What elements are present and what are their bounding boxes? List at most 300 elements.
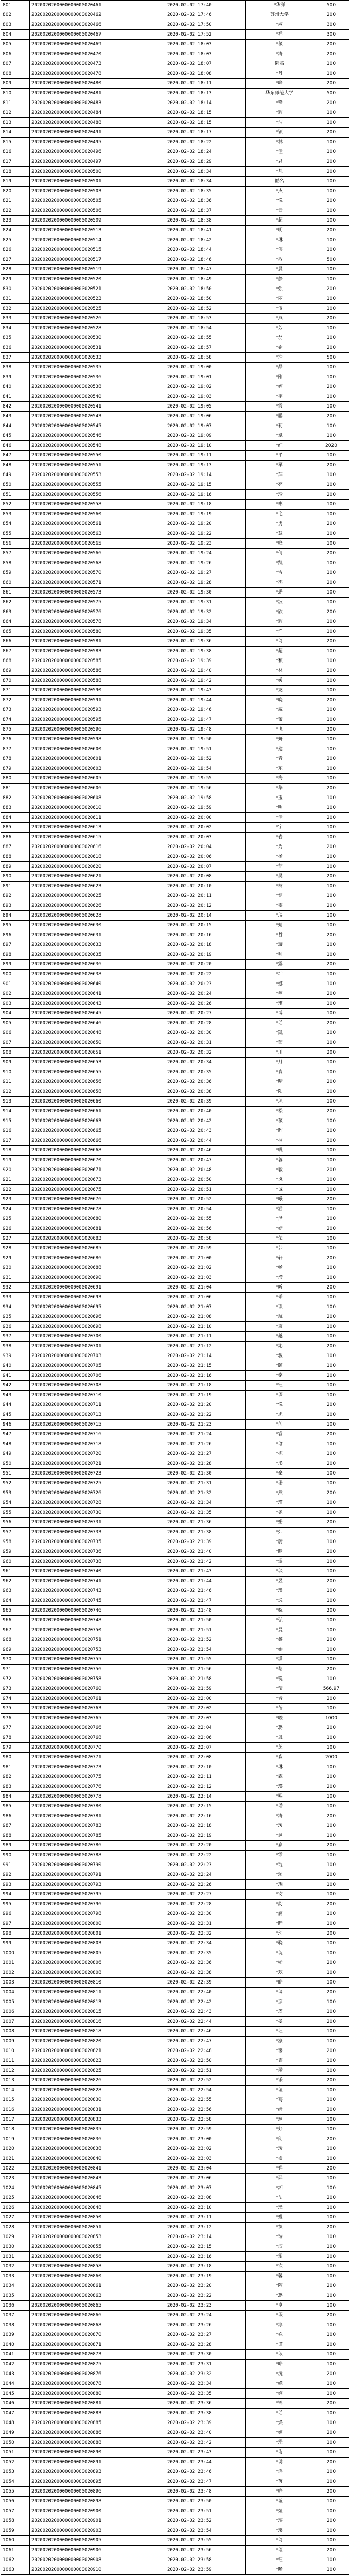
row-number-cell: 907 — [1, 1038, 30, 1048]
donation-time-cell: 2020-02-02 20:38 — [165, 1087, 246, 1097]
order-number-cell: 2020020200000000000020890 — [30, 2448, 165, 2458]
donor-name-cell: *龙 — [246, 686, 313, 696]
table-row — [1, 363, 349, 372]
donor-name-cell: *滨 — [246, 2242, 313, 2252]
amount-cell: 100 — [313, 1733, 349, 1743]
amount-cell: 100 — [313, 705, 349, 715]
table-row — [1, 1997, 349, 2007]
donor-name-cell: *刚 — [246, 372, 313, 382]
donor-name-cell: *旭 — [246, 1410, 313, 1420]
donation-time-cell: 2020-02-02 21:46 — [165, 1586, 246, 1596]
row-number-cell: 935 — [1, 1312, 30, 1322]
donor-name-cell: *鹏 — [246, 412, 313, 421]
order-number-cell: 2020020200000000000020461 — [30, 1, 165, 10]
donation-time-cell: 2020-02-02 21:58 — [165, 1674, 246, 1684]
amount-cell: 100 — [313, 1743, 349, 1753]
table-row — [1, 568, 349, 578]
donation-time-cell: 2020-02-02 18:34 — [165, 177, 246, 187]
table-row — [1, 940, 349, 950]
donation-time-cell: 2020-02-02 22:19 — [165, 1831, 246, 1841]
donor-name-cell: *杨 — [246, 852, 313, 862]
donation-time-cell: 2020-02-02 18:29 — [165, 157, 246, 167]
amount-cell: 100 — [313, 764, 349, 774]
donation-time-cell: 2020-02-02 21:20 — [165, 1400, 246, 1410]
table-row — [1, 558, 349, 568]
donation-time-cell: 2020-02-02 20:34 — [165, 1058, 246, 1067]
row-number-cell: 891 — [1, 882, 30, 891]
amount-cell: 100 — [313, 1948, 349, 1958]
amount-cell: 100 — [313, 1469, 349, 1479]
donor-name-cell: *苒 — [246, 2477, 313, 2487]
donation-time-cell: 2020-02-02 22:26 — [165, 1880, 246, 1890]
amount-cell: 100 — [313, 118, 349, 128]
row-number-cell: 985 — [1, 1802, 30, 1811]
table-row — [1, 2330, 349, 2340]
donor-name-cell: *峰 — [246, 539, 313, 549]
donor-name-cell: *洋 — [246, 627, 313, 637]
donation-time-cell: 2020-02-02 21:56 — [165, 1665, 246, 1674]
amount-cell: 100 — [313, 529, 349, 539]
order-number-cell: 2020020200000000000020526 — [30, 314, 165, 324]
order-number-cell: 2020020200000000000020536 — [30, 372, 165, 382]
order-number-cell: 2020020200000000000020881 — [30, 2399, 165, 2409]
order-number-cell: 2020020200000000000020626 — [30, 901, 165, 911]
donor-name-cell: *佳 — [246, 813, 313, 823]
donation-time-cell: 2020-02-02 18:50 — [165, 284, 246, 294]
donation-time-cell: 2020-02-02 21:11 — [165, 1332, 246, 1342]
amount-cell: 1000 — [313, 1714, 349, 1723]
table-row — [1, 2242, 349, 2252]
donor-name-cell: *琼 — [246, 1097, 313, 1107]
row-number-cell: 977 — [1, 1723, 30, 1733]
amount-cell: 100 — [313, 245, 349, 255]
amount-cell: 200 — [313, 666, 349, 676]
row-number-cell: 1057 — [1, 2506, 30, 2516]
order-number-cell: 2020020200000000000020910 — [30, 2565, 165, 2575]
row-number-cell: 994 — [1, 1890, 30, 1900]
order-number-cell: 2020020200000000000020761 — [30, 1694, 165, 1704]
amount-cell: 100 — [313, 1567, 349, 1577]
donor-name-cell: *峻 — [246, 1714, 313, 1723]
order-number-cell: 2020020200000000000020658 — [30, 1087, 165, 1097]
donation-time-cell: 2020-02-02 22:00 — [165, 1694, 246, 1704]
table-row — [1, 2174, 349, 2183]
table-row — [1, 823, 349, 833]
table-row — [1, 930, 349, 940]
row-number-cell: 819 — [1, 177, 30, 187]
amount-cell: 100 — [313, 891, 349, 901]
donation-time-cell: 2020-02-02 19:44 — [165, 696, 246, 705]
donation-time-cell: 2020-02-02 20:46 — [165, 1146, 246, 1156]
donation-time-cell: 2020-02-02 21:50 — [165, 1616, 246, 1625]
donor-name-cell: *东 — [246, 764, 313, 774]
row-number-cell: 823 — [1, 216, 30, 226]
donation-time-cell: 2020-02-02 19:38 — [165, 647, 246, 656]
amount-cell: 200 — [313, 1165, 349, 1175]
order-number-cell: 2020020200000000000020491 — [30, 128, 165, 138]
amount-cell: 200 — [313, 1606, 349, 1616]
donor-name-cell: *晓 — [246, 696, 313, 705]
order-number-cell: 2020020200000000000020871 — [30, 2340, 165, 2350]
amount-cell: 100 — [313, 275, 349, 284]
row-number-cell: 886 — [1, 833, 30, 842]
donation-time-cell: 2020-02-02 17:50 — [165, 20, 246, 30]
order-number-cell: 2020020200000000000020545 — [30, 421, 165, 431]
table-row — [1, 1214, 349, 1224]
row-number-cell: 813 — [1, 118, 30, 128]
donor-name-cell: *姝 — [246, 2330, 313, 2340]
donation-time-cell: 2020-02-02 18:47 — [165, 265, 246, 275]
table-row — [1, 2438, 349, 2448]
donation-time-cell: 2020-02-02 18:07 — [165, 59, 246, 69]
amount-cell: 200 — [313, 196, 349, 206]
table-row — [1, 1038, 349, 1048]
amount-cell: 100 — [313, 1978, 349, 1988]
order-number-cell: 2020020200000000000020740 — [30, 1567, 165, 1577]
order-number-cell: 2020020200000000000020716 — [30, 1430, 165, 1439]
table-row — [1, 2203, 349, 2213]
donation-time-cell: 2020-02-02 23:56 — [165, 2546, 246, 2555]
row-number-cell: 838 — [1, 363, 30, 372]
row-number-cell: 803 — [1, 20, 30, 30]
table-row — [1, 1420, 349, 1430]
table-row — [1, 1851, 349, 1860]
row-number-cell: 913 — [1, 1097, 30, 1107]
order-number-cell: 2020020200000000000020598 — [30, 735, 165, 744]
amount-cell: 100 — [313, 1293, 349, 1302]
table-row — [1, 1714, 349, 1723]
row-number-cell: 1021 — [1, 2154, 30, 2164]
table-row — [1, 1234, 349, 1244]
donation-time-cell: 2020-02-02 21:34 — [165, 1498, 246, 1508]
row-number-cell: 1052 — [1, 2458, 30, 2467]
table-row — [1, 1439, 349, 1449]
donation-time-cell: 2020-02-02 21:14 — [165, 1351, 246, 1361]
amount-cell: 200 — [313, 79, 349, 89]
donation-time-cell: 2020-02-02 18:24 — [165, 147, 246, 157]
order-number-cell: 2020020200000000000020771 — [30, 1753, 165, 1762]
donor-name-cell: *沅 — [246, 2369, 313, 2379]
amount-cell: 100 — [313, 147, 349, 157]
donor-name-cell: *韬 — [246, 1293, 313, 1302]
donation-time-cell: 2020-02-02 20:14 — [165, 911, 246, 921]
row-number-cell: 889 — [1, 862, 30, 872]
amount-cell: 100 — [313, 1997, 349, 2007]
table-row — [1, 647, 349, 656]
row-number-cell: 818 — [1, 167, 30, 177]
table-row — [1, 1645, 349, 1655]
amount-cell: 100 — [313, 1361, 349, 1371]
order-number-cell: 2020020200000000000020581 — [30, 637, 165, 647]
donor-name-cell: *琨 — [246, 1860, 313, 1870]
donation-time-cell: 2020-02-02 20:52 — [165, 1195, 246, 1205]
order-number-cell: 2020020200000000000020773 — [30, 1762, 165, 1772]
row-number-cell: 881 — [1, 784, 30, 793]
row-number-cell: 898 — [1, 950, 30, 960]
table-row — [1, 1958, 349, 1968]
amount-cell: 100 — [313, 1097, 349, 1107]
donor-name-cell: *宇 — [246, 392, 313, 402]
order-number-cell: 2020020200000000000020691 — [30, 1283, 165, 1293]
donor-name-cell: *燕 — [246, 314, 313, 324]
table-row — [1, 1625, 349, 1635]
amount-cell: 200 — [313, 412, 349, 421]
order-number-cell: 2020020200000000000020663 — [30, 1116, 165, 1126]
donor-name-cell: *岚 — [246, 1175, 313, 1185]
table-row — [1, 1909, 349, 1919]
order-number-cell: 2020020200000000000020741 — [30, 1577, 165, 1586]
amount-cell: 100 — [313, 2066, 349, 2076]
row-number-cell: 817 — [1, 157, 30, 167]
order-number-cell: 2020020200000000000020473 — [30, 59, 165, 69]
row-number-cell: 867 — [1, 647, 30, 656]
amount-cell: 100 — [313, 402, 349, 412]
donor-name-cell: *波 — [246, 598, 313, 607]
order-number-cell: 2020020200000000000020620 — [30, 862, 165, 872]
donation-time-cell: 2020-02-02 19:05 — [165, 402, 246, 412]
donor-name-cell: *强 — [246, 284, 313, 294]
table-row — [1, 1655, 349, 1665]
order-number-cell: 2020020200000000000020760 — [30, 1684, 165, 1694]
amount-cell: 100 — [313, 979, 349, 989]
donation-time-cell: 2020-02-02 22:28 — [165, 1900, 246, 1909]
row-number-cell: 900 — [1, 970, 30, 979]
donor-name-cell: *祥 — [246, 30, 313, 40]
order-number-cell: 2020020200000000000020615 — [30, 833, 165, 842]
donor-name-cell: *琅 — [246, 2350, 313, 2360]
row-number-cell: 1030 — [1, 2242, 30, 2252]
donation-time-cell: 2020-02-02 21:55 — [165, 1655, 246, 1665]
table-row — [1, 1293, 349, 1302]
donation-time-cell: 2020-02-02 23:46 — [165, 2467, 246, 2477]
donor-name-cell: *瑢 — [246, 2516, 313, 2526]
row-number-cell: 873 — [1, 705, 30, 715]
amount-cell: 100 — [313, 2418, 349, 2428]
row-number-cell: 1060 — [1, 2536, 30, 2546]
table-row — [1, 598, 349, 607]
table-row — [1, 960, 349, 970]
donor-name-cell: *越 — [246, 1332, 313, 1342]
table-row — [1, 1948, 349, 1958]
order-number-cell: 2020020200000000000020830 — [30, 2095, 165, 2105]
donation-time-cell: 2020-02-02 23:47 — [165, 2477, 246, 2487]
amount-cell: 200 — [313, 1547, 349, 1557]
row-number-cell: 959 — [1, 1547, 30, 1557]
donation-time-cell: 2020-02-02 22:51 — [165, 2066, 246, 2076]
row-number-cell: 939 — [1, 1351, 30, 1361]
amount-cell: 100 — [313, 2232, 349, 2242]
amount-cell: 200 — [313, 2164, 349, 2174]
amount-cell: 100 — [313, 2497, 349, 2506]
donation-time-cell: 2020-02-02 20:50 — [165, 1175, 246, 1185]
donor-name-cell: *颂 — [246, 1870, 313, 1880]
donor-name-cell: *珏 — [246, 2027, 313, 2037]
donor-name-cell: *谨 — [246, 2340, 313, 2350]
amount-cell: 100 — [313, 2360, 349, 2369]
donation-time-cell: 2020-02-02 22:23 — [165, 1860, 246, 1870]
donor-name-cell: 匿名 — [246, 177, 313, 187]
table-row — [1, 1067, 349, 1077]
order-number-cell: 2020020200000000000020618 — [30, 852, 165, 862]
donor-name-cell: *蕾 — [246, 715, 313, 725]
order-number-cell: 2020020200000000000020703 — [30, 1351, 165, 1361]
table-row — [1, 1919, 349, 1929]
amount-cell: 100 — [313, 1674, 349, 1684]
amount-cell: 100 — [313, 2379, 349, 2389]
order-number-cell: 2020020200000000000020763 — [30, 1704, 165, 1714]
table-row — [1, 79, 349, 89]
table-row — [1, 500, 349, 510]
table-row — [1, 2017, 349, 2027]
amount-cell: 100 — [313, 2555, 349, 2565]
donor-name-cell: *翊 — [246, 2115, 313, 2125]
donor-name-cell: *欣 — [246, 607, 313, 617]
amount-cell: 100 — [313, 1851, 349, 1860]
donation-time-cell: 2020-02-02 20:43 — [165, 1126, 246, 1136]
row-number-cell: 984 — [1, 1792, 30, 1802]
order-number-cell: 2020020200000000000020790 — [30, 1860, 165, 1870]
donor-name-cell: *婷 — [246, 382, 313, 392]
order-number-cell: 2020020200000000000020770 — [30, 1743, 165, 1753]
donation-time-cell: 2020-02-02 18:35 — [165, 187, 246, 196]
donation-time-cell: 2020-02-02 23:44 — [165, 2458, 246, 2467]
order-number-cell: 2020020200000000000020698 — [30, 1322, 165, 1332]
donor-name-cell: *林 — [246, 138, 313, 147]
table-row — [1, 735, 349, 744]
order-number-cell: 2020020200000000000020851 — [30, 2223, 165, 2232]
donation-time-cell: 2020-02-02 18:49 — [165, 275, 246, 284]
donation-time-cell: 2020-02-02 20:19 — [165, 950, 246, 960]
donation-time-cell: 2020-02-02 22:48 — [165, 2046, 246, 2056]
donor-name-cell: *骏 — [246, 1351, 313, 1361]
donor-name-cell: *坤 — [246, 970, 313, 979]
row-number-cell: 840 — [1, 382, 30, 392]
donation-time-cell: 2020-02-02 22:15 — [165, 1802, 246, 1811]
amount-cell: 100 — [313, 588, 349, 598]
donation-time-cell: 2020-02-02 20:00 — [165, 813, 246, 823]
row-number-cell: 917 — [1, 1136, 30, 1146]
donation-time-cell: 2020-02-02 19:40 — [165, 666, 246, 676]
row-number-cell: 987 — [1, 1821, 30, 1831]
row-number-cell: 921 — [1, 1175, 30, 1185]
donation-time-cell: 2020-02-02 19:20 — [165, 519, 246, 529]
donor-name-cell: *嘉 — [246, 1841, 313, 1851]
donation-time-cell: 2020-02-02 18:57 — [165, 343, 246, 353]
amount-cell: 200 — [313, 930, 349, 940]
row-number-cell: 906 — [1, 1028, 30, 1038]
donation-time-cell: 2020-02-02 19:00 — [165, 363, 246, 372]
table-row — [1, 2477, 349, 2487]
donor-name-cell: *婉 — [246, 1606, 313, 1616]
table-row — [1, 1205, 349, 1214]
row-number-cell: 829 — [1, 275, 30, 284]
amount-cell: 100 — [313, 950, 349, 960]
row-number-cell: 901 — [1, 979, 30, 989]
table-row — [1, 637, 349, 647]
donation-time-cell: 2020-02-02 18:08 — [165, 69, 246, 79]
order-number-cell: 2020020200000000000020655 — [30, 1067, 165, 1077]
table-row — [1, 1586, 349, 1596]
donation-time-cell: 2020-02-02 19:55 — [165, 774, 246, 784]
donor-name-cell: *帅 — [246, 950, 313, 960]
row-number-cell: 967 — [1, 1625, 30, 1635]
table-row — [1, 754, 349, 764]
table-row — [1, 1332, 349, 1342]
table-row — [1, 265, 349, 275]
order-number-cell: 2020020200000000000020700 — [30, 1332, 165, 1342]
donation-time-cell: 2020-02-02 17:40 — [165, 1, 246, 10]
donation-time-cell: 2020-02-02 22:55 — [165, 2095, 246, 2105]
table-row — [1, 2183, 349, 2193]
table-row — [1, 2409, 349, 2418]
table-row — [1, 872, 349, 882]
row-number-cell: 802 — [1, 10, 30, 20]
donation-time-cell: 2020-02-02 22:02 — [165, 1704, 246, 1714]
amount-cell: 200 — [313, 1929, 349, 1939]
amount-cell: 100 — [313, 803, 349, 813]
table-row — [1, 128, 349, 138]
order-number-cell: 2020020200000000000020898 — [30, 2497, 165, 2506]
table-row — [1, 1900, 349, 1909]
row-number-cell: 909 — [1, 1058, 30, 1067]
order-number-cell: 2020020200000000000020745 — [30, 1596, 165, 1606]
order-number-cell: 2020020200000000000020735 — [30, 1537, 165, 1547]
row-number-cell: 962 — [1, 1577, 30, 1586]
donor-name-cell: *昕 — [246, 1283, 313, 1293]
row-number-cell: 1031 — [1, 2252, 30, 2262]
donation-time-cell: 2020-02-02 18:13 — [165, 89, 246, 98]
donation-time-cell: 2020-02-02 19:34 — [165, 617, 246, 627]
amount-cell: 100 — [313, 187, 349, 196]
donation-time-cell: 2020-02-02 22:54 — [165, 2086, 246, 2095]
row-number-cell: 941 — [1, 1371, 30, 1381]
donation-time-cell: 2020-02-02 19:06 — [165, 412, 246, 421]
amount-cell: 500 — [313, 1, 349, 10]
donation-time-cell: 2020-02-02 22:58 — [165, 2115, 246, 2125]
order-number-cell: 2020020200000000000020695 — [30, 1302, 165, 1312]
order-number-cell: 2020020200000000000020650 — [30, 1038, 165, 1048]
row-number-cell: 1001 — [1, 1958, 30, 1968]
table-row — [1, 842, 349, 852]
amount-cell: 100 — [313, 1880, 349, 1890]
order-number-cell: 2020020200000000000020838 — [30, 2144, 165, 2154]
table-row — [1, 382, 349, 392]
order-number-cell: 2020020200000000000020905 — [30, 2536, 165, 2546]
amount-cell: 100 — [313, 2291, 349, 2301]
donor-name-cell: *凡 — [246, 167, 313, 177]
donation-time-cell: 2020-02-02 20:28 — [165, 1019, 246, 1028]
amount-cell: 100 — [313, 1498, 349, 1508]
donation-time-cell: 2020-02-02 23:24 — [165, 2311, 246, 2320]
donation-time-cell: 2020-02-02 22:44 — [165, 2017, 246, 2027]
row-number-cell: 847 — [1, 451, 30, 461]
order-number-cell: 2020020200000000000020651 — [30, 1048, 165, 1058]
order-number-cell: 2020020200000000000020610 — [30, 803, 165, 813]
amount-cell: 100 — [313, 1391, 349, 1400]
donation-time-cell: 2020-02-02 22:39 — [165, 1978, 246, 1988]
row-number-cell: 863 — [1, 607, 30, 617]
row-number-cell: 924 — [1, 1205, 30, 1214]
donation-time-cell: 2020-02-02 21:38 — [165, 1528, 246, 1537]
donor-name-cell: *悦 — [246, 196, 313, 206]
donor-name-cell: *尧 — [246, 1508, 313, 1518]
table-row — [1, 696, 349, 705]
donation-time-cell: 2020-02-02 19:16 — [165, 490, 246, 500]
table-row — [1, 2056, 349, 2066]
donor-name-cell: *萍 — [246, 470, 313, 480]
order-number-cell: 2020020200000000000020861 — [30, 2281, 165, 2291]
donor-name-cell: *菲 — [246, 862, 313, 872]
